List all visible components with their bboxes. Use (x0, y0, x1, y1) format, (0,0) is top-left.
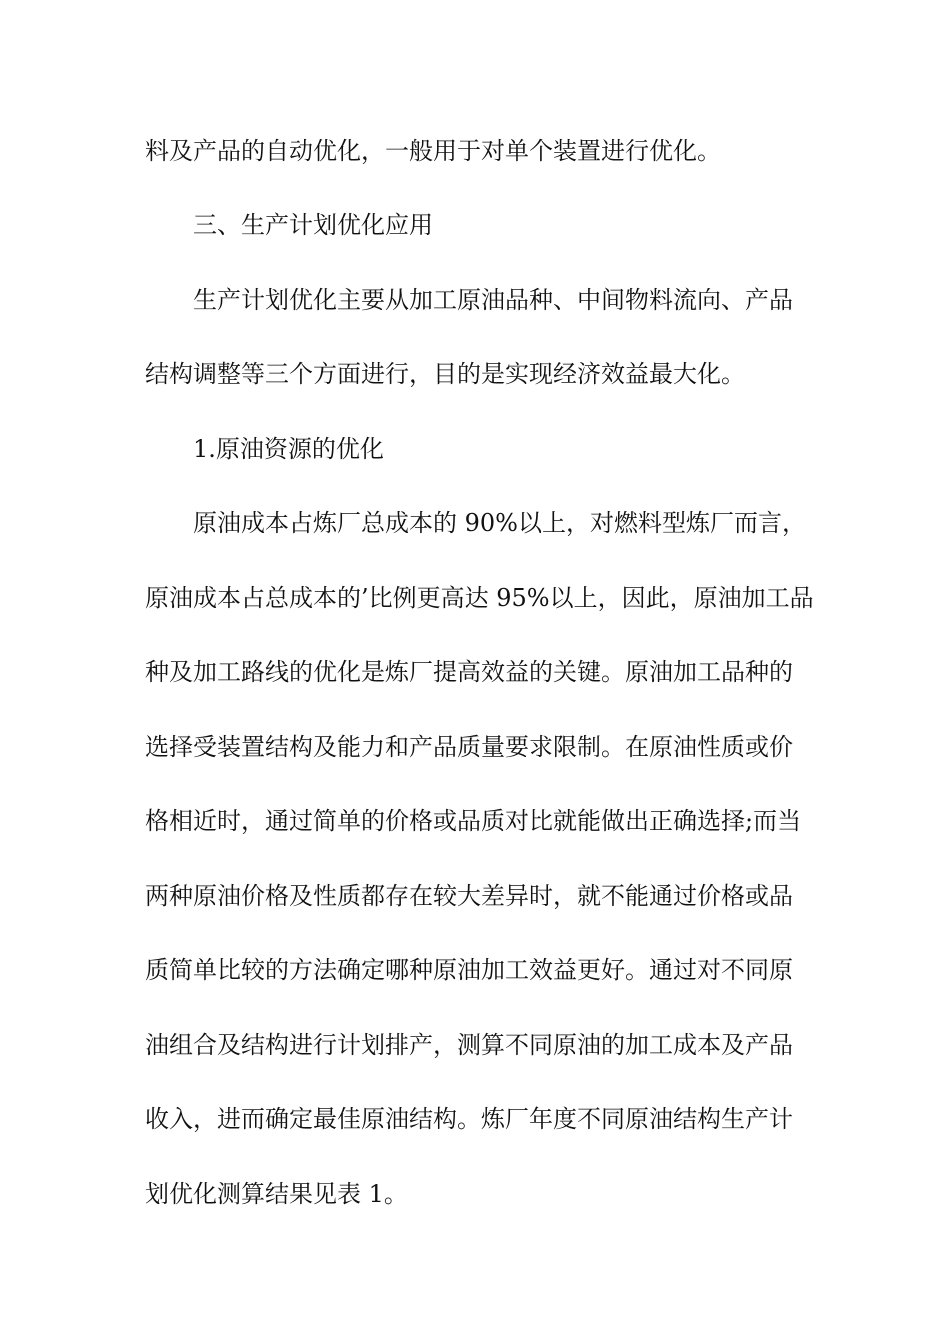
paragraph-line: 生产计划优化主要从加工原油品种、中间物料流向、产品 (193, 286, 793, 314)
subsection-heading: 1.原油资源的优化 (193, 435, 384, 463)
paragraph-line: 两种原油价格及性质都存在较大差异时，就不能通过价格或品 (145, 882, 793, 910)
paragraph-line: 料及产品的自动优化，一般用于对单个装置进行优化。 (145, 137, 721, 165)
paragraph-line: 原油成本占总成本的’比例更高达 95%以上，因此，原油加工品 (145, 584, 814, 612)
section-heading: 三、生产计划优化应用 (193, 211, 433, 239)
paragraph-line: 油组合及结构进行计划排产，测算不同原油的加工成本及产品 (145, 1031, 793, 1059)
paragraph-line: 收入，进而确定最佳原油结构。炼厂年度不同原油结构生产计 (145, 1105, 793, 1133)
paragraph-line: 原油成本占炼厂总成本的 90%以上，对燃料型炼厂而言， (193, 509, 806, 537)
paragraph-line: 种及加工路线的优化是炼厂提高效益的关键。原油加工品种的 (145, 658, 793, 686)
paragraph-line: 划优化测算结果见表 1。 (145, 1180, 408, 1208)
paragraph-line: 质简单比较的方法确定哪种原油加工效益更好。通过对不同原 (145, 956, 793, 984)
paragraph-line: 选择受装置结构及能力和产品质量要求限制。在原油性质或价 (145, 733, 793, 761)
paragraph-line: 格相近时，通过简单的价格或品质对比就能做出正确选择;而当 (145, 807, 802, 835)
paragraph-line: 结构调整等三个方面进行，目的是实现经济效益最大化。 (145, 360, 745, 388)
